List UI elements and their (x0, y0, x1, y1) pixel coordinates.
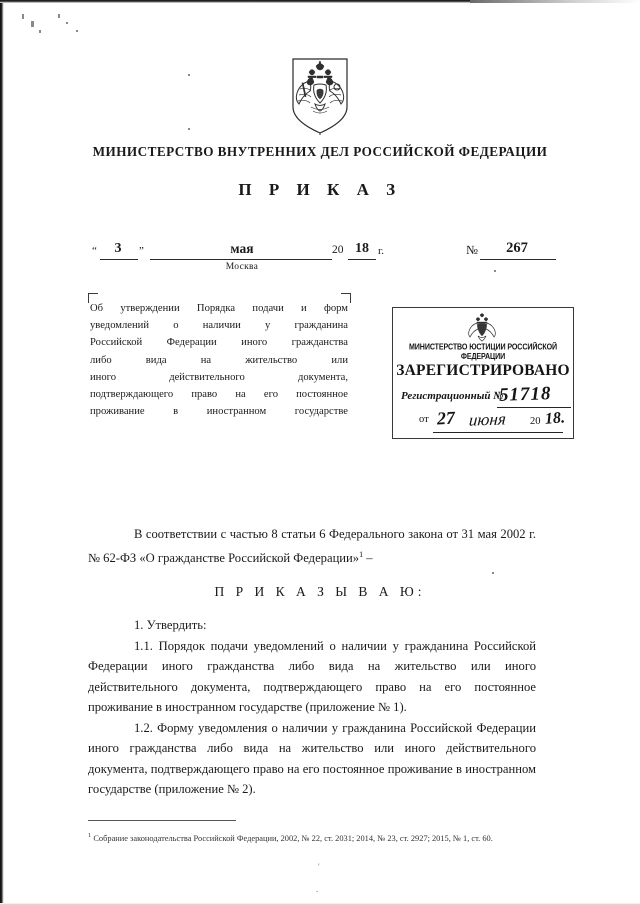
subject-line: Российской Федерации иного гражданства (90, 337, 348, 349)
subject-line: иного действительного документа, (90, 371, 348, 383)
scan-speck (22, 14, 24, 19)
scan-speck (58, 14, 60, 18)
preamble-paragraph (88, 524, 536, 568)
order-item: 1.2. Форму уведомления о наличии у гражданина Российской Федерации иного гражданства либо вида на жительство или иного действительного документа, подтверждающего право на его постоянное проживание в иностранном государстве (приложение № 2). (88, 720, 536, 796)
city-label: Москва (225, 262, 259, 272)
command-heading: П Р И К А З Ы В А Ю: (214, 584, 426, 599)
footnote-marker: 1 (88, 832, 92, 839)
order-item: 1.1. Порядок подачи уведомлений о наличии у гражданина Российской Федерации иного гражданства либо вида на жительство или иного действительного документа, подтверждающего право на его постоянное проживание в иностранном государстве (приложение № 1). (88, 638, 536, 714)
stamp-date-year: 18. (544, 409, 566, 428)
month-rule (150, 259, 332, 260)
scan-speck (188, 128, 190, 130)
subject-line: либо вида на жительство или (90, 354, 348, 366)
order-century: 20 (332, 244, 344, 256)
stamp-date-century: 20 (530, 416, 541, 427)
preamble-block (88, 524, 536, 568)
subject-line: подтверждающего право на его постоянное (90, 389, 348, 401)
scan-speck (494, 270, 496, 272)
scan-speck (31, 21, 34, 27)
stamp-registered-label: ЗАРЕГИСТРИРОВАНО (396, 362, 570, 379)
scan-speck (76, 30, 78, 32)
scan-speck (492, 572, 494, 574)
stamp-date-rule (433, 432, 563, 433)
scan-artifact-mark: ' (318, 862, 320, 872)
subject-block (90, 300, 348, 420)
number-rule (480, 259, 556, 260)
order-day: 3 (114, 241, 122, 256)
footnote-separator (88, 820, 236, 821)
russian-coat-of-arms-icon (287, 57, 353, 135)
quote-close: ” (139, 245, 144, 257)
scan-edge-top-fade (470, 0, 640, 3)
preamble-text: В соответствии с частью 8 статьи 6 Федерального закона от 31 мая 2002 г. № 62-ФЗ «О гражданстве Российской Федерации» (88, 527, 536, 565)
stamp-registration-number: 51718 (498, 383, 552, 406)
stamp-date-prefix: от (419, 414, 429, 425)
order-month: мая (230, 241, 254, 256)
stamp-date-day: 27 (436, 407, 456, 429)
footnote-text: Собрание законодательства Российской Федерации, 2002, № 22, ст. 2031; 2014, № 23, ст. 2927; 2015, № 1, ст. 60. (93, 833, 493, 843)
number-label: № (466, 243, 478, 257)
day-rule (100, 259, 138, 260)
year-suffix: г. (378, 245, 385, 257)
subject-line: Об утверждении Порядка подачи и форм (90, 303, 348, 314)
scan-speck (39, 30, 41, 33)
scan-speck (188, 74, 190, 76)
stamp-registration-number-rule (497, 407, 571, 408)
order-item: 1. Утвердить: (134, 618, 207, 632)
ministry-title: МИНИСТЕРСТВО ВНУТРЕННИХ ДЕЛ РОССИЙСКОЙ ФЕДЕРАЦИИ (92, 144, 548, 159)
footnote-block (88, 830, 540, 845)
year-rule (348, 259, 376, 260)
registration-stamp (392, 307, 574, 439)
stamp-date-month: июня (468, 409, 507, 430)
scan-speck (66, 22, 68, 24)
scan-artifact-mark: . (316, 884, 319, 894)
order-items (88, 615, 536, 800)
dateline (92, 241, 562, 263)
document-type-heading: П Р И К А З (238, 180, 402, 199)
subject-line: уведомлений о наличии у гражданина (90, 320, 348, 332)
order-year: 18 (355, 241, 369, 256)
quote-open: “ (92, 245, 97, 257)
russian-coat-of-arms-icon (465, 312, 499, 342)
preamble-tail: – (363, 550, 373, 565)
stamp-registration-number-label: Регистрационный № (401, 390, 504, 402)
subject-line: проживание в иностранном государстве (90, 406, 348, 418)
scan-edge-left (0, 0, 4, 905)
order-number: 267 (506, 240, 528, 256)
footnote-reference: 1 (359, 549, 364, 559)
stamp-ministry-label: МИНИСТЕРСТВО ЮСТИЦИИ РОССИЙСКОЙ ФЕДЕРАЦИИ (408, 342, 558, 362)
